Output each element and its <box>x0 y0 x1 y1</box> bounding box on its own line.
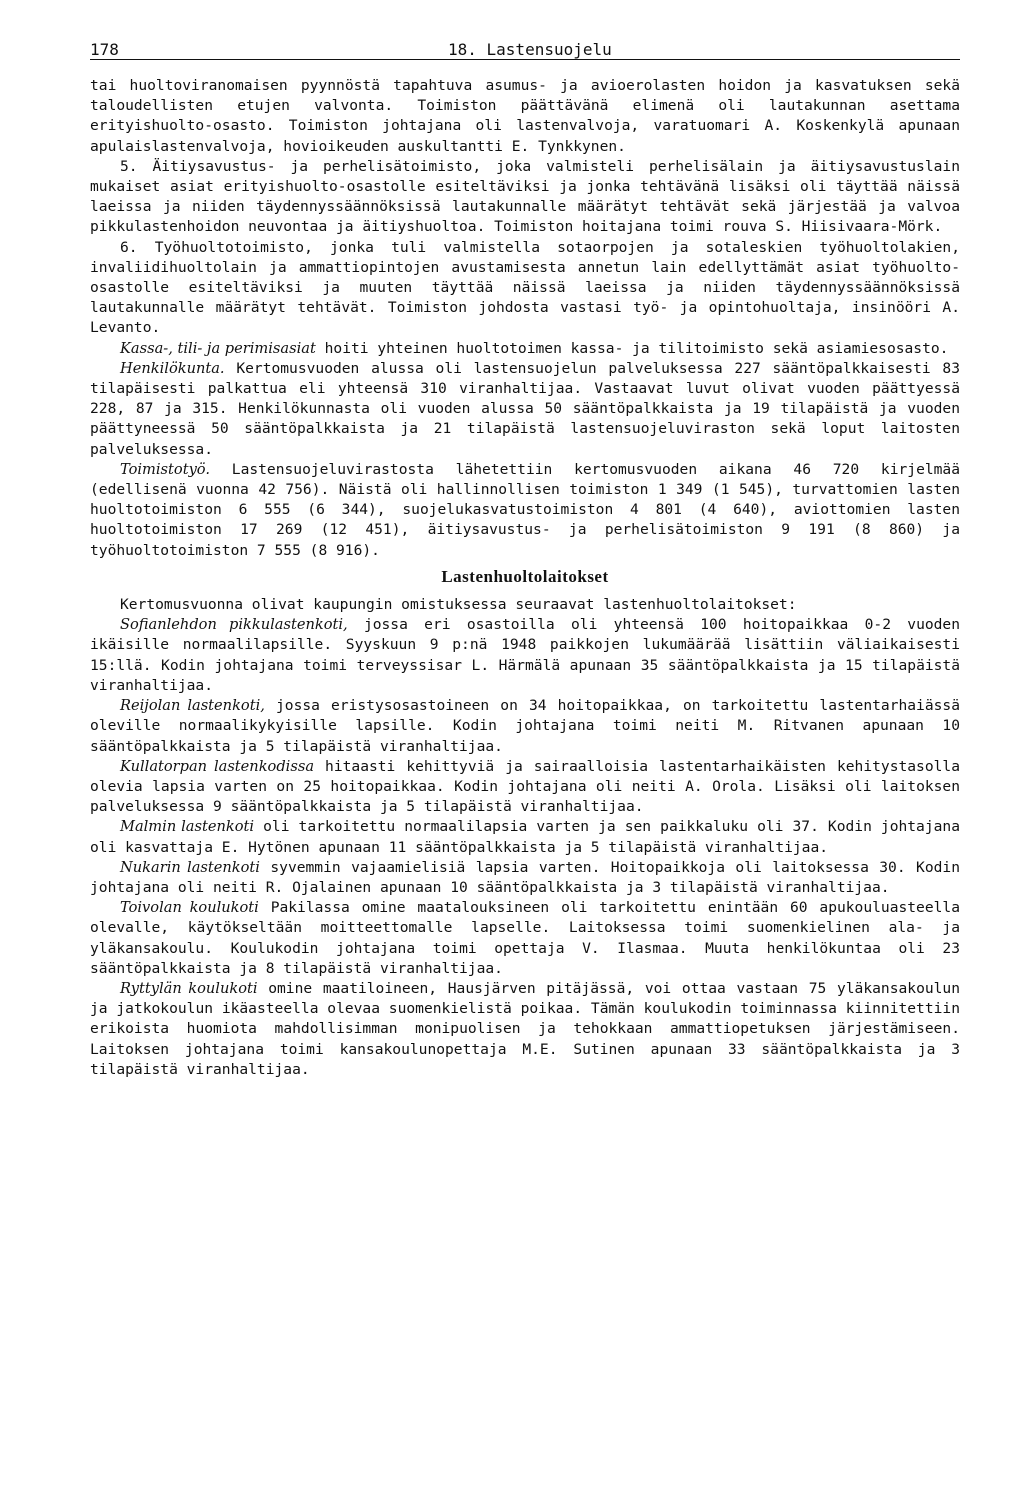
paragraph <box>90 157 960 238</box>
paragraph-title: Toimistotyö. <box>120 460 210 478</box>
paragraph-title: Toivolan koulukoti <box>120 899 259 917</box>
page-number: 178 <box>90 40 119 59</box>
paragraph <box>90 696 960 757</box>
paragraph-title: Kassa-, tili- ja perimisasiat <box>120 339 316 357</box>
paragraph-text: Kertomusvuoden alussa oli lastensuojelun palveluksessa 227 sääntöpalkkaisesti 83 tilapäisesti palkattua eli yhteensä 310 viranhaltijaa. Vastaavat luvut olivat vuoden päättyessä 228, 87 ja 315. Henkilökunnasta oli vuoden alussa 50 sääntöpalkkaista ja 19 tilapäistä ja vuoden päättyneessä 50 sääntöpalkkaista ja 21 tilapäistä lastensuojeluviraston sekä loput laitosten palveluksessa. <box>90 359 960 458</box>
header-rule <box>90 59 960 60</box>
paragraph-text: jossa eri osastoilla oli yhteensä 100 hoitopaikkaa 0-2 vuoden ikäisille normaalilapsille. Syyskuun 9 p:nä 1948 paikkojen lukumäärää lisättiin väliaikaisesti 15:llä. Kodin johtajana toimi terveyssisar L. Härmälä apunaan 35 sääntöpalkkaista ja 15 tilapäistä viranhaltijaa. <box>90 616 960 694</box>
running-title: 18. Lastensuojelu <box>448 40 612 59</box>
paragraph-text: Pakilassa omine maatalouksineen oli tarkoitettu enintään 60 apukouluasteella olevalle, käytökseltään moitteettomalle lapselle. Laitoksessa toimi suomenkielinen ala- ja yläkansakoulu. Koulukodin johtajana toimi opettaja V. Ilasmaa. Muuta henkilökuntaa oli 23 sääntöpalkkaista ja 8 tilapäistä viranhaltijaa. <box>90 899 960 977</box>
page-header <box>90 34 960 62</box>
paragraph-text: tai huoltoviranomaisen pyynnöstä tapahtuva asumus- ja avioerolasten hoidon ja kasvatuksen sekä taloudellisten etujen valvonta. Toimiston päättävänä elimenä oli lautakunnan asettama erityishuolto-osasto. Toimiston johtajana oli lastenvalvoja, varatuomari A. Koskenkylä apunaan apulaislastenvalvoja, hovioikeuden auskultantti E. Tynkkynen. <box>90 77 960 155</box>
paragraph <box>90 817 960 857</box>
document-page <box>90 34 960 1080</box>
paragraph-text: 6. Työhuoltotoimisto, jonka tuli valmistella sotaorpojen ja sotaleskien työhuoltolakien, invaliidihuoltolain ja ammattiopintojen avustamisesta annetun lain edellyttämät asiat työhuolto-osastolle esiteltäviksi ja muuten täyttää näissä laeissa ja niiden täydennyssäännöksissä lautakunnalle määrätyt tehtävät. Toimiston johdosta vastasi työ- ja opintohuoltaja, insinööri A. Levanto. <box>90 238 960 337</box>
paragraph-text: syvemmin vajaamielisiä lapsia varten. Hoitopaikkoja oli laitoksessa 30. Kodin johtajana oli neiti R. Ojalainen apunaan 10 sääntöpalkkaista ja 3 tilapäistä viranhaltijaa. <box>90 858 960 896</box>
paragraph <box>90 238 960 339</box>
paragraph-title: Sofianlehdon pikkulastenkoti, <box>120 616 348 634</box>
paragraph <box>90 595 960 615</box>
paragraph-title: Nukarin lastenkoti <box>120 858 260 876</box>
paragraph-text: hitaasti kehittyviä ja sairaalloisia lastentarhaikäisten kehitystasolla olevia lapsia varten on 25 hoitopaikkaa. Kodin johtajana oli neiti A. Orola. Lisäksi oli laitoksen palveluksessa 9 sääntöpalkkaista ja 5 tilapäistä viranhaltijaa. <box>90 757 960 816</box>
paragraph-title: Malmin lastenkoti <box>120 818 255 836</box>
paragraph-title: Henkilökunta. <box>120 359 225 377</box>
paragraph <box>90 359 960 460</box>
paragraph-text: Lastensuojeluvirastosta lähetettiin kertomusvuoden aikana 46 720 kirjelmää (edellisenä vuonna 42 756). Näistä oli hallinnollisen toimiston 1 349 (1 545), turvattomien lasten huoltotoimiston 6 555 (6 344), suojelukasvatustoimiston 4 801 (4 640), aviottomien lasten huoltotoimiston 17 269 (12 451), äitiysavustus- ja perhelisätoimiston 9 191 (8 860) ja työhuoltotoimiston 7 555 (8 916). <box>90 460 960 559</box>
paragraph <box>90 460 960 561</box>
section-heading: Lastenhuoltolaitokset <box>441 566 609 586</box>
paragraph-title: Reijolan lastenkoti, <box>120 697 265 715</box>
paragraph-text: jossa eristysosastoineen on 34 hoitopaikkaa, on tarkoitettu lastentarhaiässä oleville normaalikykyisille lapsille. Kodin johtajana toimi neiti M. Ritvanen apunaan 10 sääntöpalkkaista ja 5 tilapäistä viranhaltijaa. <box>90 697 960 755</box>
paragraph-text: hoiti yhteinen huoltotoimen kassa- ja tilitoimisto sekä asiamiesosasto. <box>315 339 949 357</box>
paragraph <box>90 757 960 818</box>
document-body <box>90 76 960 1080</box>
paragraph-title: Ryttylän koulukoti <box>120 979 258 997</box>
paragraph-title: Kullatorpan lastenkodissa <box>120 757 315 775</box>
paragraph-text: oli tarkoitettu normaalilapsia varten ja sen paikkaluku oli 37. Kodin johtajana oli kasvattaja E. Hytönen apunaan 11 sääntöpalkkaista ja 5 tilapäistä viranhaltijaa. <box>90 818 960 856</box>
paragraph <box>90 858 960 898</box>
paragraph-text: 5. Äitiysavustus- ja perhelisätoimisto, joka valmisteli perhelisälain ja äitiysavustuslain mukaiset asiat erityishuolto-osastolle esiteltäviksi ja jonka tehtävänä lisäksi oli täyttää näissä laeissa ja niiden täydennyssäännöksissä lautakunnalle määrätyt tehtävät sekä järjestää ja valvoa pikkulastenhoidon neuvontaa ja äitiyshuoltoa. Toimiston hoitajana toimi rouva S. Hiisivaara-Mörk. <box>90 157 960 236</box>
paragraph <box>90 979 960 1080</box>
paragraph <box>90 76 960 157</box>
paragraph-text: omine maatiloineen, Hausjärven pitäjässä, voi ottaa vastaan 75 yläkansakoulun ja jatkokoulun ikäasteella olevaa suomenkielistä poikaa. Tämän koulukodin toiminnassa kiinnitettiin erikoista huomiota mahdollisimman monipuolisen ja tehokkaan ammattiopetuksen järjestämiseen. Laitoksen johtajana toimi kansakoulunopettaja M.E. Sutinen apunaan 33 sääntöpalkkaista ja 3 tilapäistä viranhaltijaa. <box>90 979 960 1078</box>
paragraph-text: Kertomusvuonna olivat kaupungin omistuksessa seuraavat lastenhuoltolaitokset: <box>120 596 797 614</box>
paragraph <box>90 339 960 359</box>
paragraph <box>90 898 960 979</box>
paragraph <box>90 615 960 696</box>
